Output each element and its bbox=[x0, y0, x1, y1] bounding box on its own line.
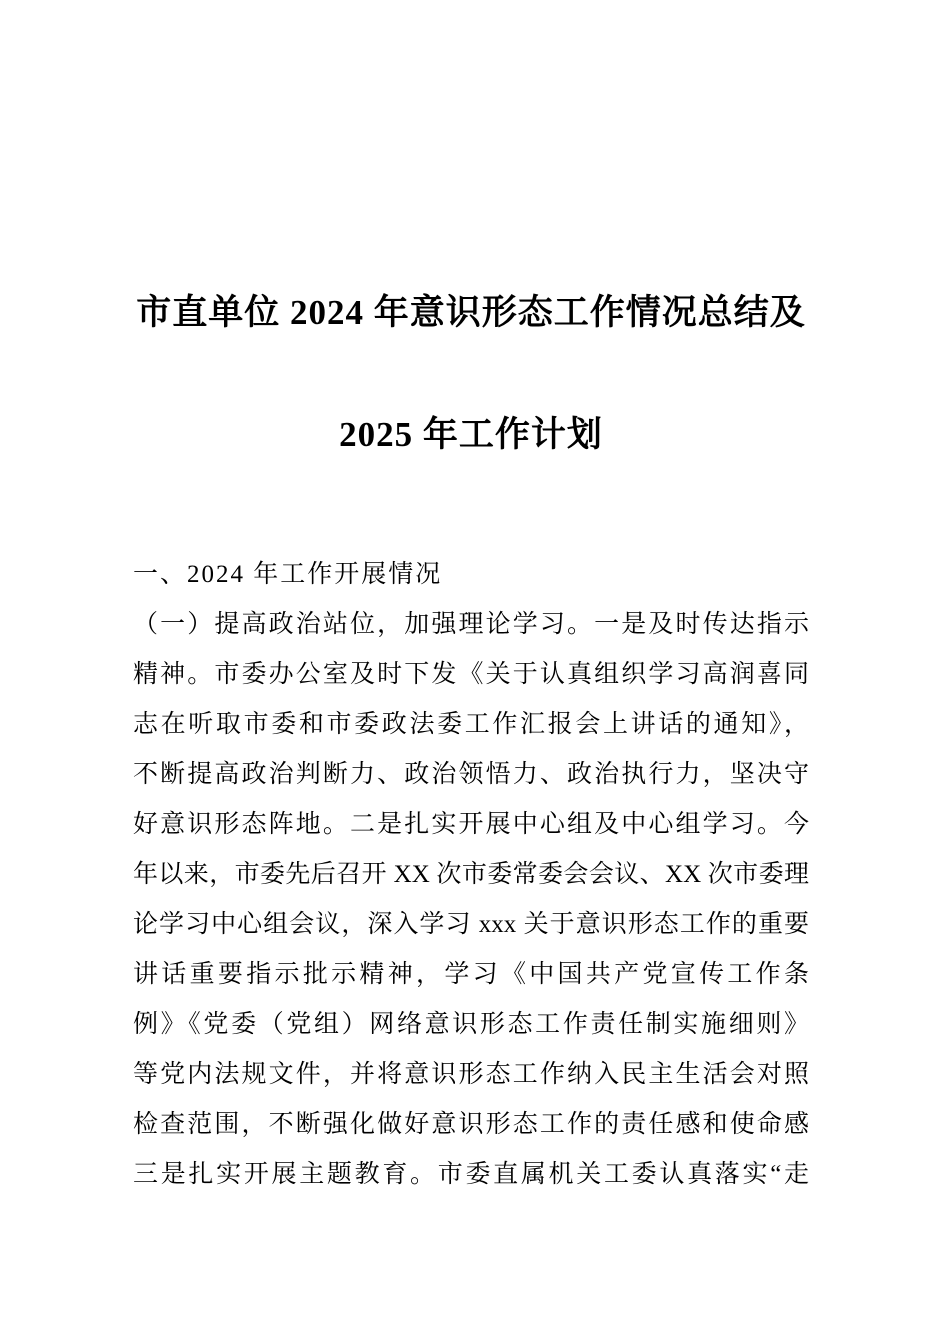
body-line: 精神。市委办公室及时下发《关于认真组织学习高润喜同 bbox=[133, 661, 809, 688]
document-title-line-2: 2025 年工作计划 bbox=[339, 415, 603, 454]
body-line: 论学习中心组会议，深入学习 xxx 关于意识形态工作的重要 bbox=[133, 911, 809, 938]
body-line: 不断提高政治判断力、政治领悟力、政治执行力，坚决守 bbox=[133, 761, 809, 788]
section-heading: 一、2024 年工作开展情况 bbox=[133, 561, 443, 588]
body-line: 检查范围，不断强化做好意识形态工作的责任感和使命感 bbox=[133, 1111, 809, 1138]
body-line: 三是扎实开展主题教育。市委直属机关工委认真落实“走 bbox=[133, 1161, 809, 1188]
body-line: （一）提高政治站位，加强理论学习。一是及时传达指示 bbox=[133, 611, 809, 638]
body-line: 志在听取市委和市委政法委工作汇报会上讲话的通知》， bbox=[133, 711, 809, 738]
document-title-line-1: 市直单位 2024 年意识形态工作情况总结及 bbox=[136, 293, 806, 332]
body-line: 年以来，市委先后召开 XX 次市委常委会会议、XX 次市委理 bbox=[133, 861, 809, 888]
document-body bbox=[133, 550, 809, 1200]
body-line: 例》《党委（党组）网络意识形态工作责任制实施细则》 bbox=[133, 1011, 809, 1038]
body-line: 讲话重要指示批示精神，学习《中国共产党宣传工作条 bbox=[133, 961, 809, 988]
body-line: 等党内法规文件，并将意识形态工作纳入民主生活会对照 bbox=[133, 1061, 809, 1088]
body-line: 好意识形态阵地。二是扎实开展中心组及中心组学习。今 bbox=[133, 811, 809, 838]
